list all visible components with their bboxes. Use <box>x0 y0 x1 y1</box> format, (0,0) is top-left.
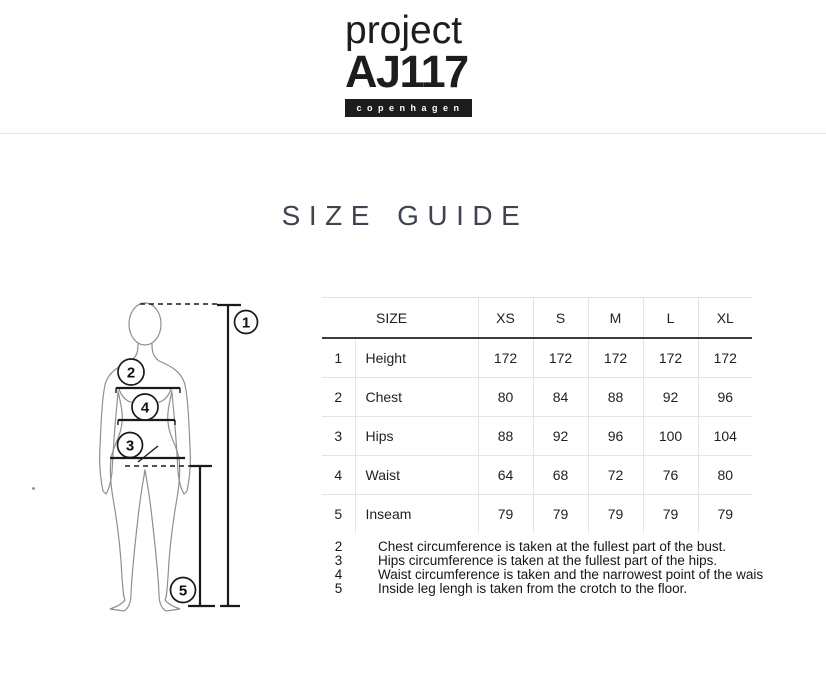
cell-value: 88 <box>478 417 533 456</box>
row-label: Hips <box>355 417 478 456</box>
marker-1-height <box>235 311 258 334</box>
cell-value: 172 <box>588 338 643 378</box>
cell-value: 79 <box>533 495 588 534</box>
cell-value: 76 <box>643 456 698 495</box>
cell-value: 79 <box>588 495 643 534</box>
marker-3-label: 3 <box>125 437 135 455</box>
marker-4-waist <box>132 394 158 420</box>
footnote-waist <box>322 568 763 582</box>
footnote-inseam <box>322 582 763 596</box>
marker-3-hips <box>118 433 143 458</box>
size-table <box>322 297 752 533</box>
row-num: 5 <box>322 495 355 534</box>
table-row-chest <box>322 378 752 417</box>
size-table-header-row <box>322 298 752 339</box>
cell-value: 79 <box>478 495 533 534</box>
row-num: 3 <box>322 417 355 456</box>
footnote-hips <box>322 554 763 568</box>
marker-1-label: 1 <box>241 314 251 332</box>
cell-value: 96 <box>698 378 752 417</box>
measurement-footnotes <box>322 540 763 596</box>
cell-value: 68 <box>533 456 588 495</box>
logo-line-project: project <box>345 9 463 52</box>
cell-value: 92 <box>643 378 698 417</box>
cell-value: 172 <box>698 338 752 378</box>
table-row-inseam <box>322 495 752 534</box>
page-title: SIZE GUIDE <box>281 200 529 231</box>
footnote-text: Inside leg lengh is taken from the crotch to the floor. <box>378 581 688 596</box>
header-divider <box>0 133 826 134</box>
body-measurement-diagram <box>95 295 270 630</box>
footnote-text: Hips circumference is taken at the fullest part of the hips. <box>378 553 718 568</box>
table-row-height <box>322 338 752 378</box>
marker-4-label: 4 <box>140 399 150 417</box>
header-xl: XL <box>698 298 752 339</box>
logo-line-copenhagen: copenhagen <box>345 99 472 117</box>
row-num: 2 <box>322 378 355 417</box>
cell-value: 80 <box>698 456 752 495</box>
row-label: Height <box>355 338 478 378</box>
brand-logo[interactable] <box>345 11 472 117</box>
cell-value: 84 <box>533 378 588 417</box>
footnote-text: Waist circumference is taken and the narrowest point of the wais <box>378 567 764 582</box>
table-row-waist <box>322 456 752 495</box>
logo-line-aj117: AJ117 <box>345 46 468 97</box>
stray-dot <box>32 487 35 490</box>
footnote-num: 2 <box>334 539 343 554</box>
marker-2-chest <box>118 359 144 385</box>
row-label: Chest <box>355 378 478 417</box>
header-m: M <box>588 298 643 339</box>
cell-value: 96 <box>588 417 643 456</box>
cell-value: 172 <box>643 338 698 378</box>
cell-value: 64 <box>478 456 533 495</box>
row-num: 1 <box>334 350 343 366</box>
footnote-num: 3 <box>334 553 343 568</box>
cell-value: 80 <box>478 378 533 417</box>
cell-value: 172 <box>478 338 533 378</box>
cell-value: 100 <box>643 417 698 456</box>
cell-value: 104 <box>698 417 752 456</box>
header-xs: XS <box>478 298 533 339</box>
header-l: L <box>643 298 698 339</box>
marker-2-label: 2 <box>126 364 136 382</box>
footnote-num: 5 <box>334 581 343 596</box>
cell-value: 172 <box>533 338 588 378</box>
marker-5-label: 5 <box>178 582 188 600</box>
footnote-text: Chest circumference is taken at the fullest part of the bust. <box>378 539 727 554</box>
cell-value: 92 <box>533 417 588 456</box>
row-num: 4 <box>322 456 355 495</box>
row-label: Inseam <box>355 495 478 534</box>
row-label: Waist <box>355 456 478 495</box>
footnote-chest <box>322 540 763 554</box>
cell-value: 79 <box>698 495 752 534</box>
cell-value: 79 <box>643 495 698 534</box>
header-size: SIZE <box>355 298 478 339</box>
cell-value: 88 <box>588 378 643 417</box>
header-empty-cell <box>322 298 355 339</box>
marker-5-inseam <box>171 578 196 603</box>
table-row-hips <box>322 417 752 456</box>
footnote-num: 4 <box>334 567 343 582</box>
cell-value: 72 <box>588 456 643 495</box>
header-s: S <box>533 298 588 339</box>
